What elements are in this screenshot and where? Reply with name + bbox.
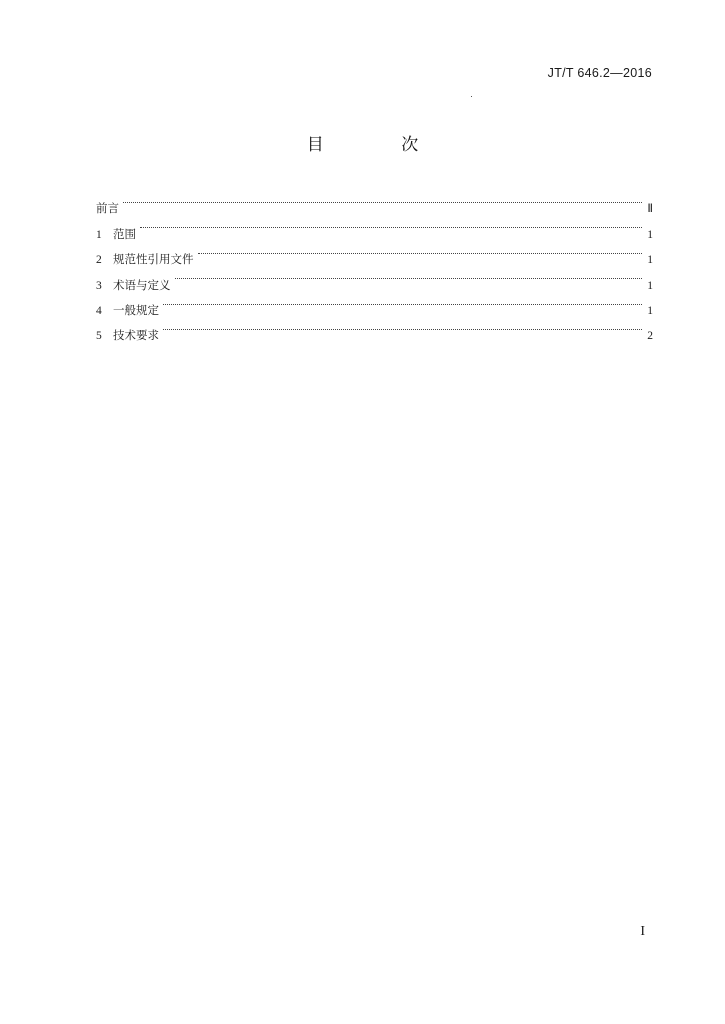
toc-entry-number: 2 <box>96 254 102 267</box>
toc-entry-general-provisions[interactable] <box>96 289 653 317</box>
toc-leader-dots <box>198 238 643 263</box>
toc-entry-label: 一般规定 <box>113 302 159 317</box>
toc-entry-terms-definitions[interactable] <box>96 263 653 292</box>
toc-leader-dots <box>163 289 642 314</box>
toc-entry-page: 1 <box>647 228 653 241</box>
toc-entry-label: 术语与定义 <box>113 277 171 292</box>
toc-entry-label: 前言 <box>96 201 119 216</box>
standard-code: JT/T 646.2—2016 <box>547 66 652 80</box>
table-of-contents <box>96 187 653 343</box>
toc-entry-label: 规范性引用文件 <box>113 252 194 267</box>
toc-entry-normative-references[interactable] <box>96 238 653 267</box>
toc-entry-label: 范围 <box>113 226 136 241</box>
toc-entry-foreword[interactable] <box>96 187 653 216</box>
toc-leader-dots <box>163 314 642 339</box>
page-number: I <box>640 924 645 939</box>
toc-entry-number: 5 <box>96 330 102 343</box>
toc-entry-page: 2 <box>647 330 653 343</box>
toc-entry-number: 3 <box>96 279 102 292</box>
toc-entry-page: 1 <box>647 304 653 317</box>
page-title: 目 次 <box>306 135 455 155</box>
toc-leader-dots <box>175 263 643 288</box>
toc-entry-scope[interactable] <box>96 212 653 241</box>
toc-entry-page: 1 <box>647 254 653 267</box>
toc-entry-number: 1 <box>96 228 102 241</box>
scan-speck <box>471 96 472 97</box>
toc-entry-technical-requirements[interactable] <box>96 314 653 343</box>
toc-leader-dots <box>123 187 642 212</box>
toc-entry-page: Ⅱ <box>647 203 653 216</box>
toc-entry-page: 1 <box>647 279 653 292</box>
toc-entry-number: 4 <box>96 304 102 317</box>
toc-entry-label: 技术要求 <box>113 328 159 343</box>
toc-leader-dots <box>140 212 642 237</box>
